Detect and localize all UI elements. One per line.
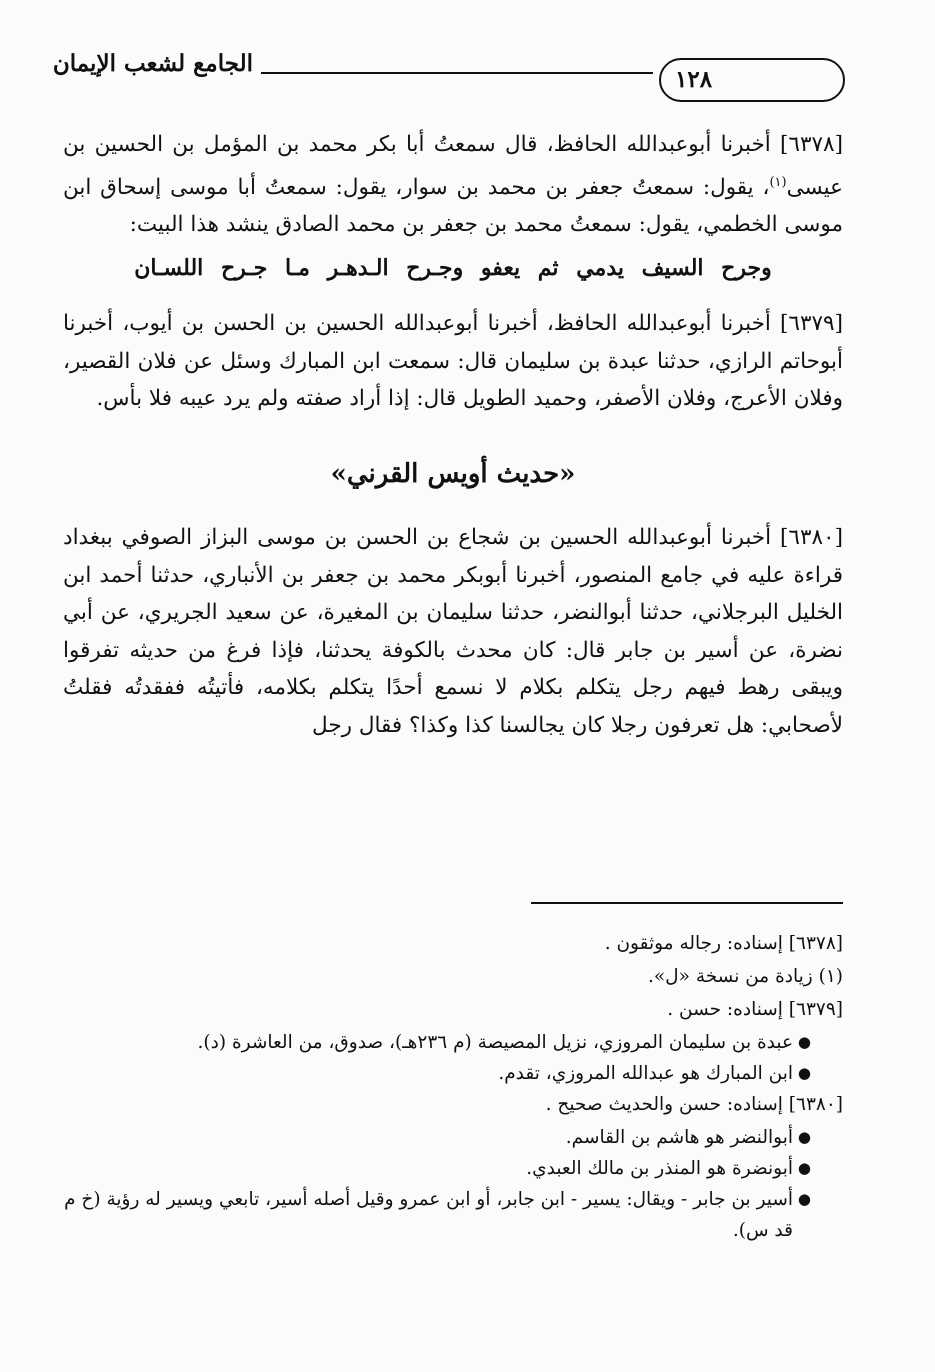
list-item [63,1153,809,1184]
footnote-6380: [٦٣٨٠] إسناده: حسن والحديث صحيح . [545,1094,843,1115]
paragraph-6379: [٦٣٧٩] أخبرنا أبوعبدالله الحافظ، أخبرنا أبوعبدالله الحسين بن الحسن بن أيوب، أخبرنا أبوحاتم الرازي، حدثنا عبدة بن سليمان قال: سمعت ابن المبارك وسئل عن فلان القصير، وفلان الأعرج، وفلان الأصفر، وحميد الطويل قال: إذا أراد صفته ولم يرد عيبه فلا بأس. [63,311,843,412]
running-header-title: الجامع لشعب الإيمان [52,50,253,77]
footnote-6379: [٦٣٧٩] إسناده: حسن . [667,999,843,1020]
paragraph-6378 [63,126,843,244]
footnote-reference: (١) [769,174,787,190]
footnote-6380-list [63,1122,843,1246]
bullet-icon: ● [797,1033,811,1051]
page-number-badge: ١٢٨ [659,58,845,102]
bullet-icon: ● [797,1159,811,1177]
list-item [63,1027,809,1058]
list-item-text: ابن المبارك هو عبدالله المروزي، تقدم. [498,1063,793,1084]
paragraph-6378-text: [٦٣٧٨] أخبرنا أبوعبدالله الحافظ، قال سمعتُ أبا بكر محمد بن المؤمل بن الحسين بن عيسى [63,132,843,200]
main-text [63,126,843,744]
list-item-text: عبدة بن سليمان المروزي، نزيل المصيصة (م ٢٣٦هـ)، صدوق، من العاشرة (د). [197,1032,793,1053]
bullet-icon: ● [797,1190,811,1208]
list-item [63,1122,809,1153]
bullet-icon: ● [797,1128,811,1146]
footnote-6378: [٦٣٧٨] إسناده: رجاله موثقون . [604,933,843,954]
list-item-text: أبوالنضر هو هاشم بن القاسم. [565,1127,793,1148]
poetry-verse: وجرح السيف يدمي ثم يعفو وجـرح الـدهـر مـا جـرح اللسـان [134,254,772,281]
footnote-separator [531,902,843,904]
paragraph-6380: [٦٣٨٠] أخبرنا أبوعبدالله الحسين بن شجاع بن الحسن بن موسى البزاز الصوفي ببغداد قراءة عليه في جامع المنصور، أخبرنا أبوبكر محمد بن جعفر بن الأنباري، حدثنا أحمد ابن الخليل البرجلاني، حدثنا أبوالنضر، حدثنا سليمان بن المغيرة، عن سعيد الجريري، عن أبي نضرة، عن أسير بن جابر قال: كان محدث بالكوفة يحدثنا، فإذا فرغ من حديثه تفرقوا ويبقى رهط فيهم رجل يتكلم بكلام لا نسمع أحدًا يتكلم بكلامه، فأتيتُه ففقدتُه فقلتُ لأصحابي: هل تعرفون رجلا كان يجالسنا كذا وكذا؟ فقال رجل [63,525,843,738]
section-heading: «حديث أويس القرني» [330,458,576,489]
list-item [63,1058,809,1089]
list-item-text: أسير بن جابر - ويقال: يسير - ابن جابر، أو ابن عمرو وقيل أصله أسير، تابعي ويسير له رؤية (خ م قد س). [64,1189,793,1241]
paragraph-6378-text-continued: ، يقول: سمعتُ جعفر بن محمد بن سوار، يقول: سمعتُ أبا موسى إسحاق ابن موسى الخطمي، يقول: سمعتُ محمد بن جعفر بن محمد الصادق ينشد هذا البيت: [63,174,843,238]
header-rule [261,72,653,74]
footnotes [63,928,843,1246]
footnote-6379-list [63,1027,843,1089]
list-item [63,1184,809,1246]
list-item-text: أبونضرة هو المنذر بن مالك العبدي. [526,1158,793,1179]
footnote-1: (١) زيادة من نسخة «ل». [647,966,843,987]
bullet-icon: ● [797,1064,811,1082]
